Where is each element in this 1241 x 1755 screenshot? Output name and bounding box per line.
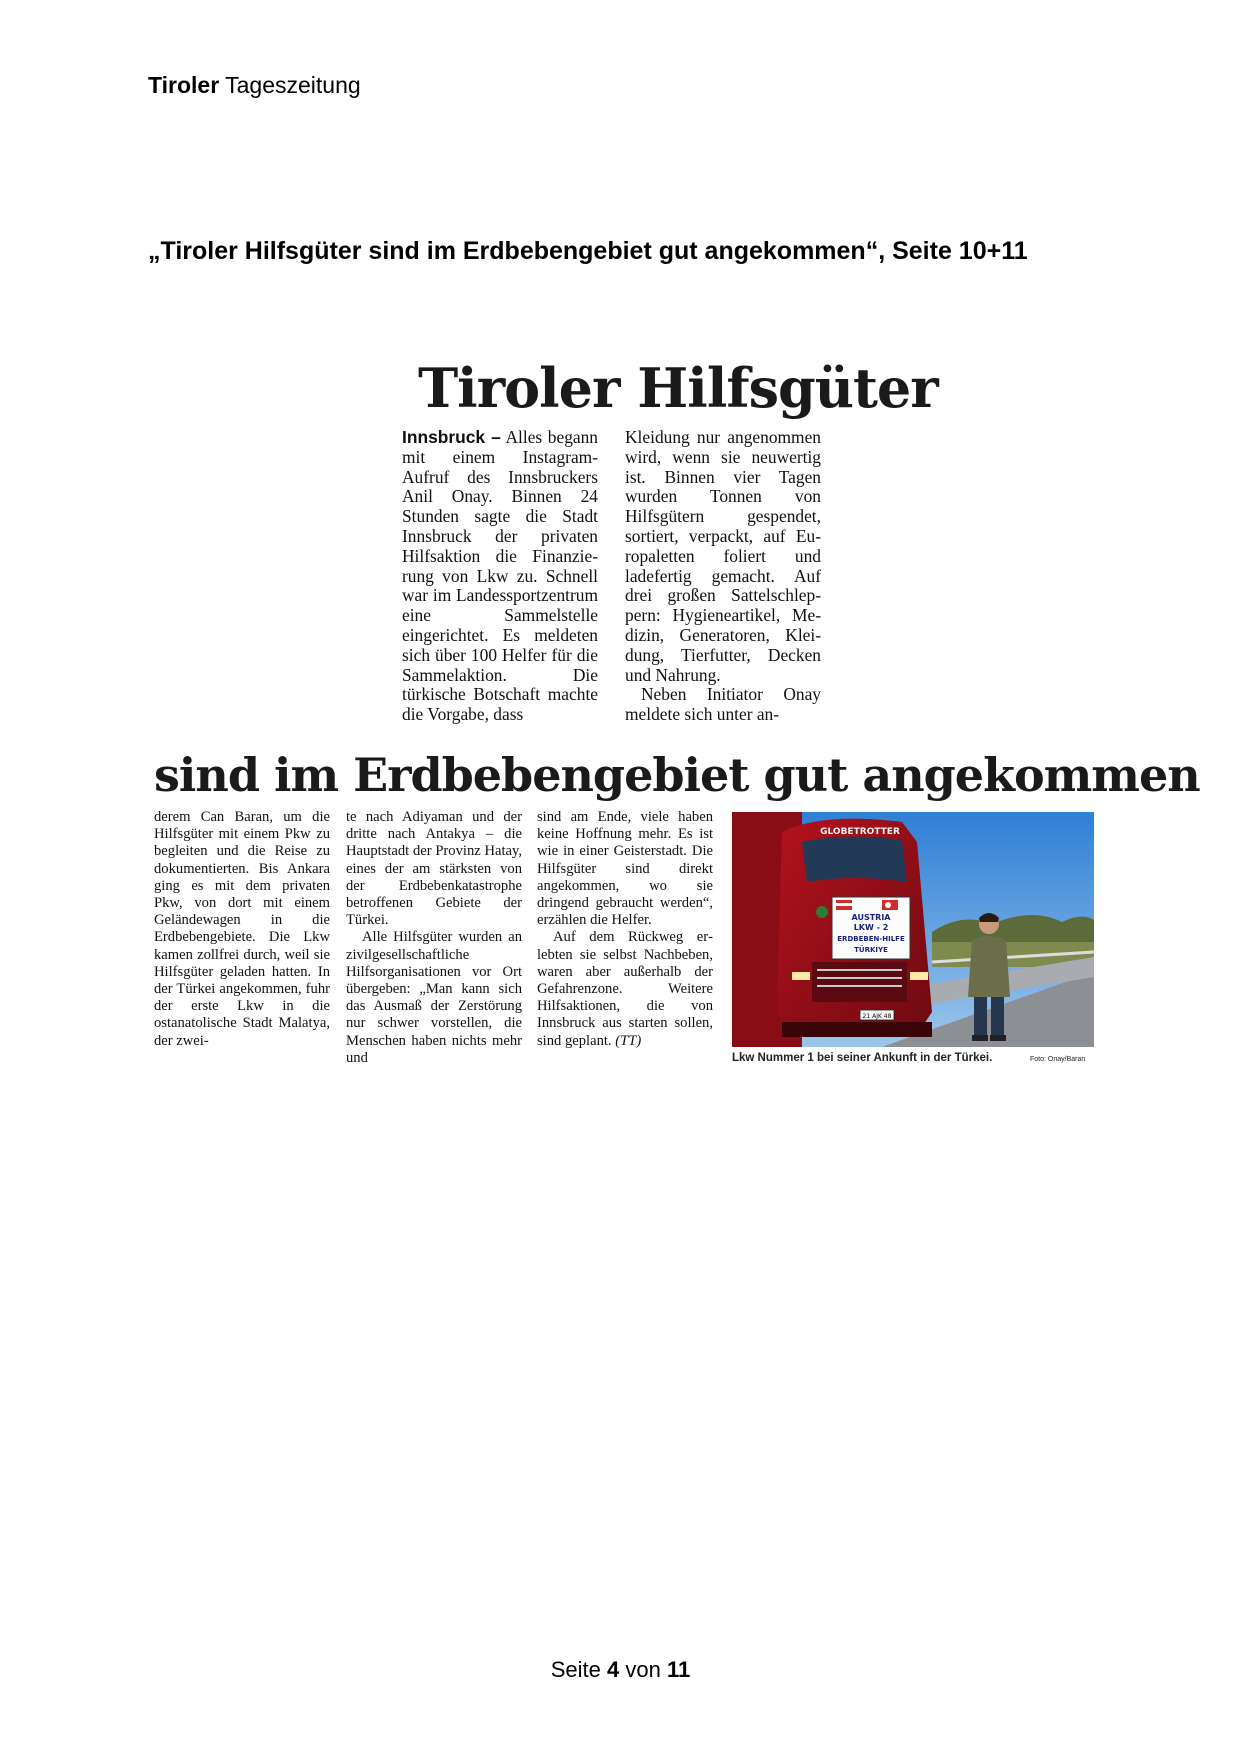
column-4-paragraph-2: Alle Hilfsgüter wurden an zivilgesellschaftliche Hilfsorganisationen vor Ort übergeben: „Man kann sich das Ausmaß der Zerstörung nur schwer vorstellen, die Menschen haben nichts mehr und [346, 929, 522, 1066]
column-5-paragraph-2: Auf dem Rückweg erlebten sie selbst Nachbeben, waren aber außerhalb der Gefahrenzone. Weitere Hilfsaktionen, die von Innsbruck aus starten sollen, sind geplant. [537, 929, 713, 1049]
article-column-2 [625, 428, 821, 725]
sign-line-3: ERDBEBEN-HILFE [837, 935, 905, 943]
masthead-rest: Tageszeitung [225, 72, 361, 98]
column-2-paragraph-1: Kleidung nur angenommen wird, wenn sie neuwertig ist. Binnen vier Tagen wurden Tonnen von Hilfsgütern gespendet, sortiert, verpackt, auf Europaletten foliert und ladefertig gemacht. Auf drei großen Sattelschleppern: Hygieneartikel, Medizin, Generatoren, Kleidung, Tierfutter, Decken und Nahrung. [625, 427, 821, 685]
footer-page-number: 4 [607, 1657, 620, 1682]
photo-caption: Lkw Nummer 1 bei seiner Ankunft in der Türkei. [732, 1052, 993, 1064]
article-column-3 [154, 809, 330, 1050]
article-headline-bottom: sind im Erdbebengebiet gut angekommen [154, 748, 1200, 802]
sign-line-2: LKW - 2 [853, 923, 889, 932]
masthead-bold: Tiroler [148, 72, 220, 98]
license-plate: 21 AJK 48 [862, 1013, 892, 1020]
sign-line-4: TÜRKIYE [854, 946, 888, 954]
sign-line-1: AUSTRIA [851, 913, 891, 922]
document-title: „Tiroler Hilfsgüter sind im Erdbebengebiet gut angekommen“, Seite 10+11 [148, 237, 1028, 265]
footer-mid: von [625, 1657, 661, 1682]
footer-total-pages: 11 [667, 1657, 691, 1682]
footer-prefix: Seite [550, 1657, 601, 1682]
photo-credit: Foto: Onay/Baran [1030, 1056, 1086, 1063]
page-footer [0, 1657, 1241, 1683]
column-5-paragraph-1: sind am Ende, viele haben keine Hoffnung mehr. Es ist wie in einer Geisterstadt. Die Hilfsgüter sind direkt angekommen, wo sie dringend gebraucht werden“, erzählen die Helfer. [537, 809, 713, 929]
truck-brand-text: GLOBETROTTER [820, 827, 900, 837]
dateline: Innsbruck – [402, 427, 501, 447]
author-signature: (TT) [615, 1032, 642, 1049]
column-4-paragraph-1: te nach Adiyaman und der dritte nach Antakya – die Hauptstadt der Provinz Hatay, eines der am stärksten von der Erdbebenkatastrophe betroffenen Gebiete der Türkei. [346, 809, 522, 929]
article-column-4 [346, 809, 522, 1067]
masthead [148, 72, 361, 99]
truck-photo [732, 812, 1094, 1047]
column-1-text: Alles begann mit einem Instagram-Aufruf des Innsbruckers Anil Onay. Binnen 24 Stunden sagte die Stadt Innsbruck der privaten Hilfsaktion die Finanzierung von Lkw zu. Schnell war im Landessportzentrum eine Sammelstelle eingerichtet. Es meldeten sich über 100 Helfer für die Sammelaktion. Die türkische Botschaft machte die Vorgabe, dass [402, 427, 598, 725]
column-3-text: derem Can Baran, um die Hilfsgüter mit einem Pkw zu begleiten und die Reise zu dokumentierten. Bis Ankara ging es mit dem privaten Pkw, von dort mit einem Geländewagen in die Erdbebengebiete. Die Lkw kamen zollfrei durch, weil sie Hilfsgüter geladen hatten. In der Türkei angekommen, fuhr der erste Lkw in die ostanatolische Stadt Malatya, der zwei- [154, 809, 330, 1049]
article-column-5 [537, 809, 713, 1050]
truck-sign [832, 897, 910, 959]
article-column-1 [402, 428, 598, 725]
column-2-paragraph-2: Neben Initiator Onay meldete sich unter an- [625, 684, 821, 725]
article-headline-top: Tiroler Hilfsgüter [418, 356, 938, 420]
